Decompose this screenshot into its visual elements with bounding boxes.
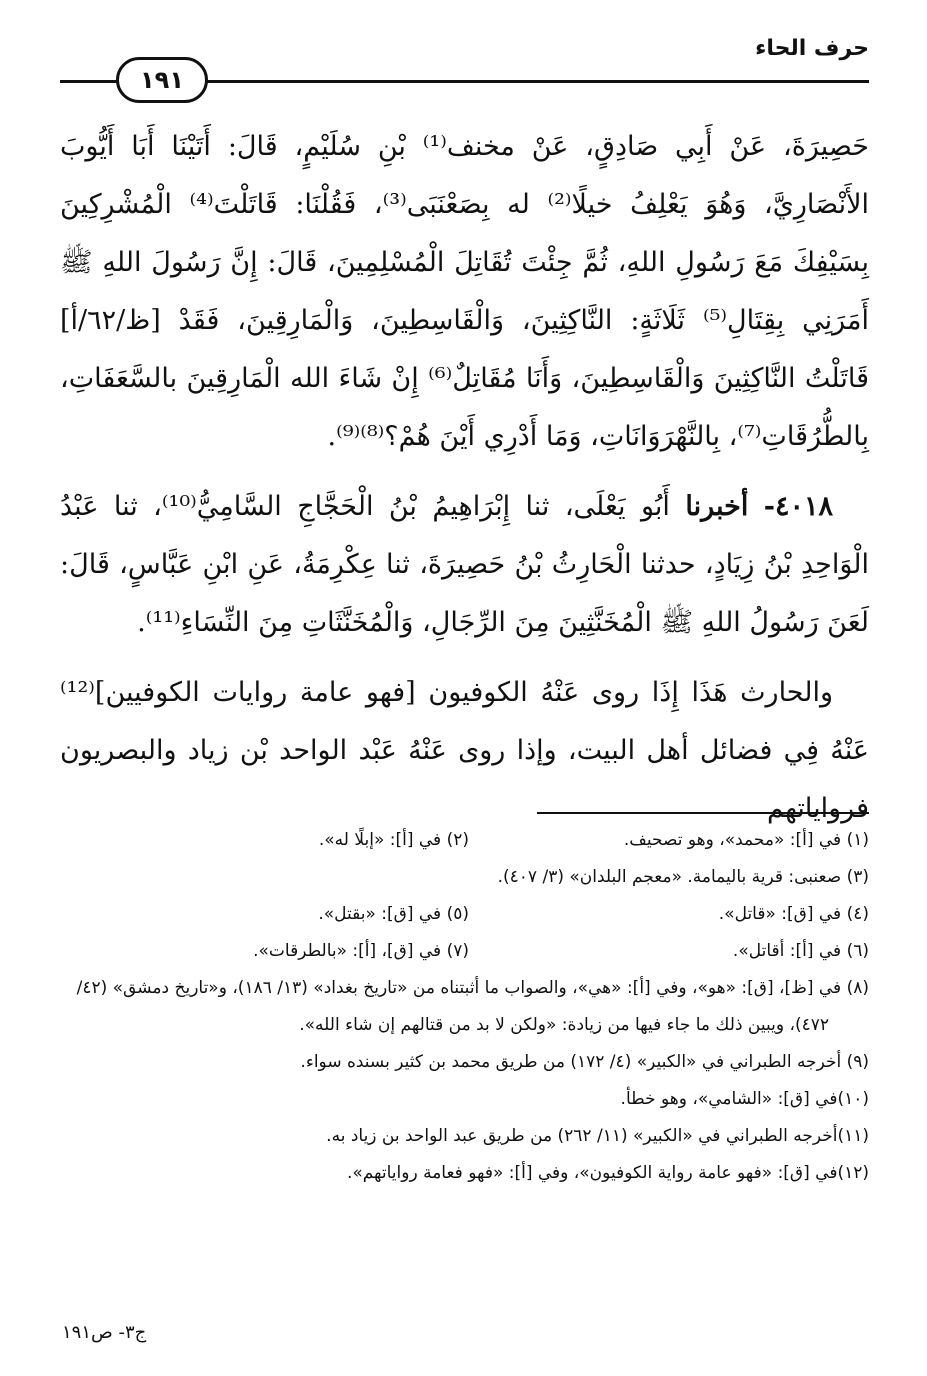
footnote-8: (٨) في [ظ]، [ق]: «هو»، وفي [أ]: «هي»، والصواب ما أثبتناه من «تاريخ بغداد» (١٣/ ١٨٦)، و«تاريخ دمشق» (٤٢/ ٤٧٢)، ويبين ذلك ما جاء فيها من زيادة: «ولكن لا بد من قتالهم إن شاء الله». bbox=[76, 978, 869, 1035]
akhbarana-label: أخبرنا bbox=[685, 491, 749, 522]
footnote-10: (١٠)في [ق]: «الشامي»، وهو خطأ. bbox=[620, 1089, 869, 1109]
footnote-3: (٣) صعنبى: قرية باليمامة. «معجم البلدان» (٣/ ٤٠٧). bbox=[497, 867, 869, 887]
footnote-1: (١) في [أ]: «محمد»، وهو تصحيف. bbox=[623, 830, 869, 850]
footnote-separator bbox=[537, 812, 869, 814]
footnote-7: (٧) في [ق]، [أ]: «بالطرقات». bbox=[253, 941, 469, 961]
running-head: حرف الحاء bbox=[755, 36, 869, 61]
volume-page-reference: ج٣- ص١٩١ bbox=[62, 1322, 147, 1343]
main-text bbox=[60, 118, 869, 838]
paragraph-commentary: والحارث هَذَا إِذَا روى عَنْهُ الكوفيون [فهو عامة روايات الكوفيين]⁽¹²⁾ عَنْهُ فِي فضائل أهل البيت، وإذا روى عَنْهُ عَبْد الواحد بْن زياد والبصريون فرواياتهم bbox=[60, 677, 869, 824]
footnote-9: (٩) أخرجه الطبراني في «الكبير» (٤/ ١٧٢) من طريق محمد بن كثير بسنده سواء. bbox=[300, 1052, 869, 1072]
footnote-2: (٢) في [أ]: «إبلًا له». bbox=[318, 830, 469, 850]
footnote-6: (٦) في [أ]: أقاتل». bbox=[732, 941, 869, 961]
footnote-5: (٥) في [ق]: «بقتل». bbox=[318, 904, 469, 924]
footnote-row bbox=[60, 822, 869, 859]
page-number: ١٩١ bbox=[116, 57, 208, 103]
footnote-row bbox=[60, 933, 869, 970]
footnote-row bbox=[60, 896, 869, 933]
hadith-4018-text: أَبُو يَعْلَى، ثنا إِبْرَاهِيمُ بْنُ الْحَجَّاجِ السَّامِيُّ⁽¹⁰⁾، ثنا عَبْدُ الْوَاحِدِ بْنُ زِيَادٍ، حدثنا الْحَارِثُ بْنُ حَصِيرَةَ، ثنا عِكْرِمَةُ، عَنِ ابْنِ عَبَّاسٍ، قَالَ: لَعَنَ رَسُولُ اللهِ ﷺ الْمُخَنَّثِينَ مِنَ الرِّجَالِ، وَالْمُخَنَّثَاتِ مِنَ النِّسَاءِ⁽¹¹⁾. bbox=[60, 491, 869, 638]
footnote-4: (٤) في [ق]: «قاتل». bbox=[718, 904, 869, 924]
paragraph-hadith-4018 bbox=[60, 478, 869, 652]
paragraph-hadith-text: حَصِيرَةَ، عَنْ أَبِي صَادِقٍ، عَنْ مخنف⁽¹⁾ بْنِ سُلَيْمٍ، قَالَ: أَتَيْنَا أَبَا أَيُّوبَ الأَنْصَارِيَّ، وَهُوَ يَعْلِفُ خيلًا⁽²⁾ له بِصَعْنَبَى⁽³⁾، فَقُلْنَا: قَاتَلْتَ⁽⁴⁾ الْمُشْرِكِينَ بِسَيْفِكَ مَعَ رَسُولِ اللهِ، ثُمَّ جِئْتَ تُقَاتِلَ الْمُسْلِمِينَ، قَالَ: إِنَّ رَسُولَ اللهِ ﷺ أَمَرَنِي بِقِتَالِ⁽⁵⁾ ثَلَاثَةٍ: النَّاكِثِينَ، وَالْقَاسِطِينَ، وَالْمَارِقِينَ، فَقَدْ [ظ/٦٢/أ] قَاتَلْتُ النَّاكِثِينَ وَالْقَاسِطِينَ، وَأَنَا مُقَاتِلٌ⁽⁶⁾ إِنْ شَاءَ الله الْمَارِقِينَ بالسَّعَفَاتِ، بِالطُّرُقَاتِ⁽⁷⁾، بِالنَّهْرَوَانَاتِ، وَمَا أَدْرِي أَيْنَ هُمْ؟⁽⁸⁾⁽⁹⁾. bbox=[60, 131, 870, 452]
footnote-12: (١٢)في [ق]: «فهو عامة رواية الكوفيون»، وفي [أ]: «فهو فعامة رواياتهم». bbox=[346, 1163, 869, 1183]
footnote-11: (١١)أخرجه الطبراني في «الكبير» (١١/ ٢٦٢) من طريق عبد الواحد بن زياد به. bbox=[326, 1126, 869, 1146]
footnotes bbox=[60, 822, 869, 1192]
hadith-number: ٤٠١٨- bbox=[763, 491, 833, 522]
